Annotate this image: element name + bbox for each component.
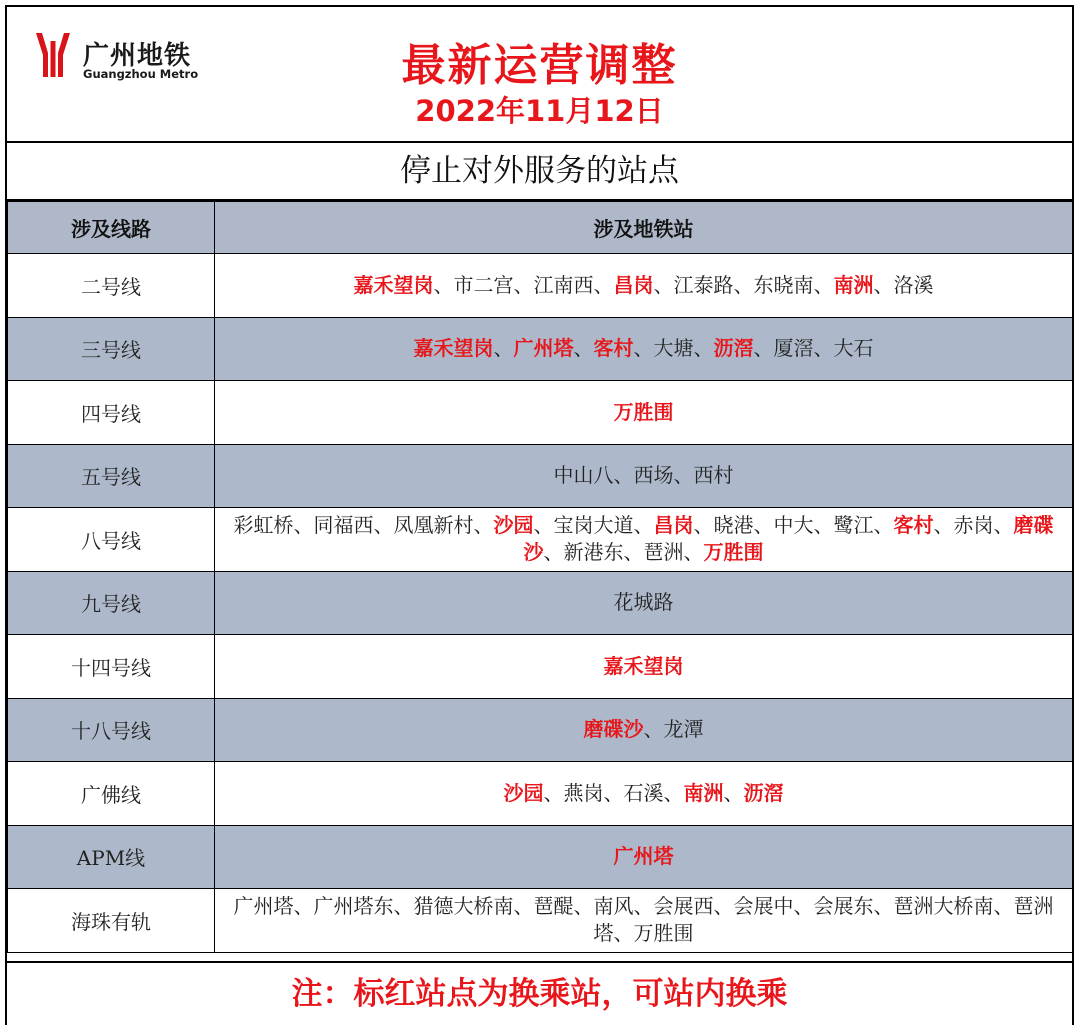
separator: 、: [623, 540, 644, 565]
stations-cell: [215, 381, 1073, 445]
station-name: 宝岗大道: [553, 513, 634, 538]
transfer-station-name: 昌岗: [653, 513, 694, 538]
line-name-cell: 三号线: [8, 317, 215, 381]
station-name: 南风: [593, 894, 634, 919]
station-name: 会展东: [813, 894, 874, 919]
transfer-station-name: 沥滘: [713, 336, 754, 361]
separator: 、: [513, 272, 534, 297]
station-name: 燕岗: [563, 780, 604, 805]
separator: 、: [573, 336, 594, 361]
transfer-station-name: 磨碟沙: [523, 513, 1054, 565]
separator: 、: [753, 513, 774, 538]
station-name: 西场: [633, 463, 674, 488]
line-name-cell: APM线: [8, 825, 215, 889]
notice-title: 最新运营调整: [401, 40, 678, 91]
separator: 、: [643, 717, 664, 742]
stations-cell: [215, 762, 1073, 826]
notice-sheet: [5, 5, 1074, 1025]
separator: 、: [693, 336, 714, 361]
transfer-station-name: 广州塔: [513, 336, 574, 361]
separator: 、: [723, 780, 744, 805]
transfer-station-name: 嘉禾望岗: [413, 336, 494, 361]
brand-name-en: Guangzhou Metro: [83, 67, 199, 81]
separator: 、: [693, 513, 714, 538]
stations-cell: [215, 889, 1073, 953]
table-row: [8, 254, 1073, 318]
separator: 、: [683, 540, 704, 565]
station-name: 广州塔东: [313, 894, 394, 919]
separator: 、: [663, 780, 684, 805]
stations-cell: [215, 508, 1073, 572]
separator: 、: [873, 513, 894, 538]
station-name: 大塘: [653, 336, 694, 361]
table-row: [8, 698, 1073, 762]
separator: 、: [433, 272, 454, 297]
separator: 、: [813, 513, 834, 538]
separator: 、: [813, 272, 834, 297]
transfer-station-name: 沥滘: [743, 780, 784, 805]
separator: 、: [533, 513, 554, 538]
table-row: [8, 317, 1073, 381]
stations-cell: [215, 254, 1073, 318]
separator: 、: [753, 336, 774, 361]
station-name: 万胜围: [633, 921, 694, 946]
separator: 、: [543, 780, 564, 805]
suspended-stations-table: [7, 201, 1073, 953]
transfer-station-name: 嘉禾望岗: [603, 653, 684, 678]
station-name: 市二宫: [453, 272, 514, 297]
brand-name-cn: 广州地铁: [83, 41, 192, 71]
separator: 、: [393, 894, 414, 919]
station-name: 龙潭: [663, 717, 704, 742]
transfer-station-name: 昌岗: [613, 272, 654, 297]
separator: 、: [873, 894, 894, 919]
station-name: 琶洲塔: [593, 894, 1054, 946]
section-subtitle: 停止对外服务的站点: [7, 141, 1072, 201]
line-name-cell: 广佛线: [8, 762, 215, 826]
stations-cell: [215, 444, 1073, 508]
transfer-station-name: 南洲: [683, 780, 724, 805]
separator: 、: [593, 272, 614, 297]
station-name: 彩虹桥: [233, 513, 294, 538]
line-name-cell: 海珠有轨: [8, 889, 215, 953]
station-name: 广州塔: [233, 894, 294, 919]
transfer-station-name: 嘉禾望岗: [353, 272, 434, 297]
stations-cell: [215, 825, 1073, 889]
separator: 、: [733, 272, 754, 297]
transfer-station-name: 沙园: [493, 513, 534, 538]
separator: 、: [673, 463, 694, 488]
column-header-stations: 涉及地铁站: [215, 202, 1073, 254]
line-name-cell: 二号线: [8, 254, 215, 318]
station-name: 赤岗: [953, 513, 994, 538]
transfer-station-name: 广州塔: [613, 844, 674, 869]
station-name: 厦滘: [773, 336, 814, 361]
station-name: 鹭江: [833, 513, 874, 538]
station-name: 晓港: [713, 513, 754, 538]
table-row: [8, 635, 1073, 699]
transfer-station-name: 南洲: [833, 272, 874, 297]
separator: 、: [993, 894, 1014, 919]
line-name-cell: 九号线: [8, 571, 215, 635]
line-name-cell: 十四号线: [8, 635, 215, 699]
table-body: [8, 254, 1073, 953]
separator: 、: [293, 513, 314, 538]
station-name: 东晓南: [753, 272, 814, 297]
transfer-station-name: 万胜围: [613, 399, 674, 424]
table-row: [8, 381, 1073, 445]
station-name: 西村: [693, 463, 734, 488]
station-name: 花城路: [613, 590, 674, 615]
table-header-row: [8, 202, 1073, 254]
station-name: 同福西: [313, 513, 374, 538]
separator: 、: [813, 336, 834, 361]
station-name: 洛溪: [893, 272, 934, 297]
station-name: 石溪: [623, 780, 664, 805]
column-header-line: 涉及线路: [8, 202, 215, 254]
separator: 、: [993, 513, 1014, 538]
separator: 、: [793, 894, 814, 919]
table-row: [8, 508, 1073, 572]
station-name: 琶洲: [643, 540, 684, 565]
station-name: 会展中: [733, 894, 794, 919]
separator: 、: [473, 513, 494, 538]
separator: 、: [513, 894, 534, 919]
station-name: 江南西: [533, 272, 594, 297]
separator: 、: [293, 894, 314, 919]
transfer-note: 注：标红站点为换乘站，可站内换乘: [7, 961, 1072, 1023]
separator: 、: [633, 894, 654, 919]
separator: 、: [653, 272, 674, 297]
transfer-station-name: 沙园: [503, 780, 544, 805]
separator: 、: [873, 272, 894, 297]
station-name: 中大: [773, 513, 814, 538]
station-name: 琶洲大桥南: [893, 894, 994, 919]
line-name-cell: 四号线: [8, 381, 215, 445]
table-row: [8, 762, 1073, 826]
transfer-station-name: 客村: [593, 336, 634, 361]
transfer-station-name: 万胜围: [703, 540, 764, 565]
table-row: [8, 889, 1073, 953]
station-name: 猎德大桥南: [413, 894, 514, 919]
transfer-station-name: 客村: [893, 513, 934, 538]
station-name: 会展西: [653, 894, 714, 919]
table-row: [8, 825, 1073, 889]
separator: 、: [543, 540, 564, 565]
station-name: 凤凰新村: [393, 513, 474, 538]
separator: 、: [373, 513, 394, 538]
station-name: 琶醍: [533, 894, 574, 919]
separator: 、: [613, 463, 634, 488]
stations-cell: [215, 698, 1073, 762]
separator: 、: [713, 894, 734, 919]
separator: 、: [633, 336, 654, 361]
line-name-cell: 五号线: [8, 444, 215, 508]
station-name: 中山八: [553, 463, 614, 488]
station-name: 新港东: [563, 540, 624, 565]
separator: 、: [573, 894, 594, 919]
stations-cell: [215, 317, 1073, 381]
station-name: 江泰路: [673, 272, 734, 297]
notice-date: 2022年11月12日: [415, 94, 664, 128]
separator: 、: [933, 513, 954, 538]
line-name-cell: 八号线: [8, 508, 215, 572]
station-name: 大石: [833, 336, 874, 361]
table-row: [8, 444, 1073, 508]
line-name-cell: 十八号线: [8, 698, 215, 762]
table-row: [8, 571, 1073, 635]
stations-cell: [215, 635, 1073, 699]
separator: 、: [613, 921, 634, 946]
stations-cell: [215, 571, 1073, 635]
separator: 、: [493, 336, 514, 361]
transfer-station-name: 磨碟沙: [583, 717, 644, 742]
separator: 、: [603, 780, 624, 805]
separator: 、: [633, 513, 654, 538]
notice-header: [7, 5, 1072, 143]
